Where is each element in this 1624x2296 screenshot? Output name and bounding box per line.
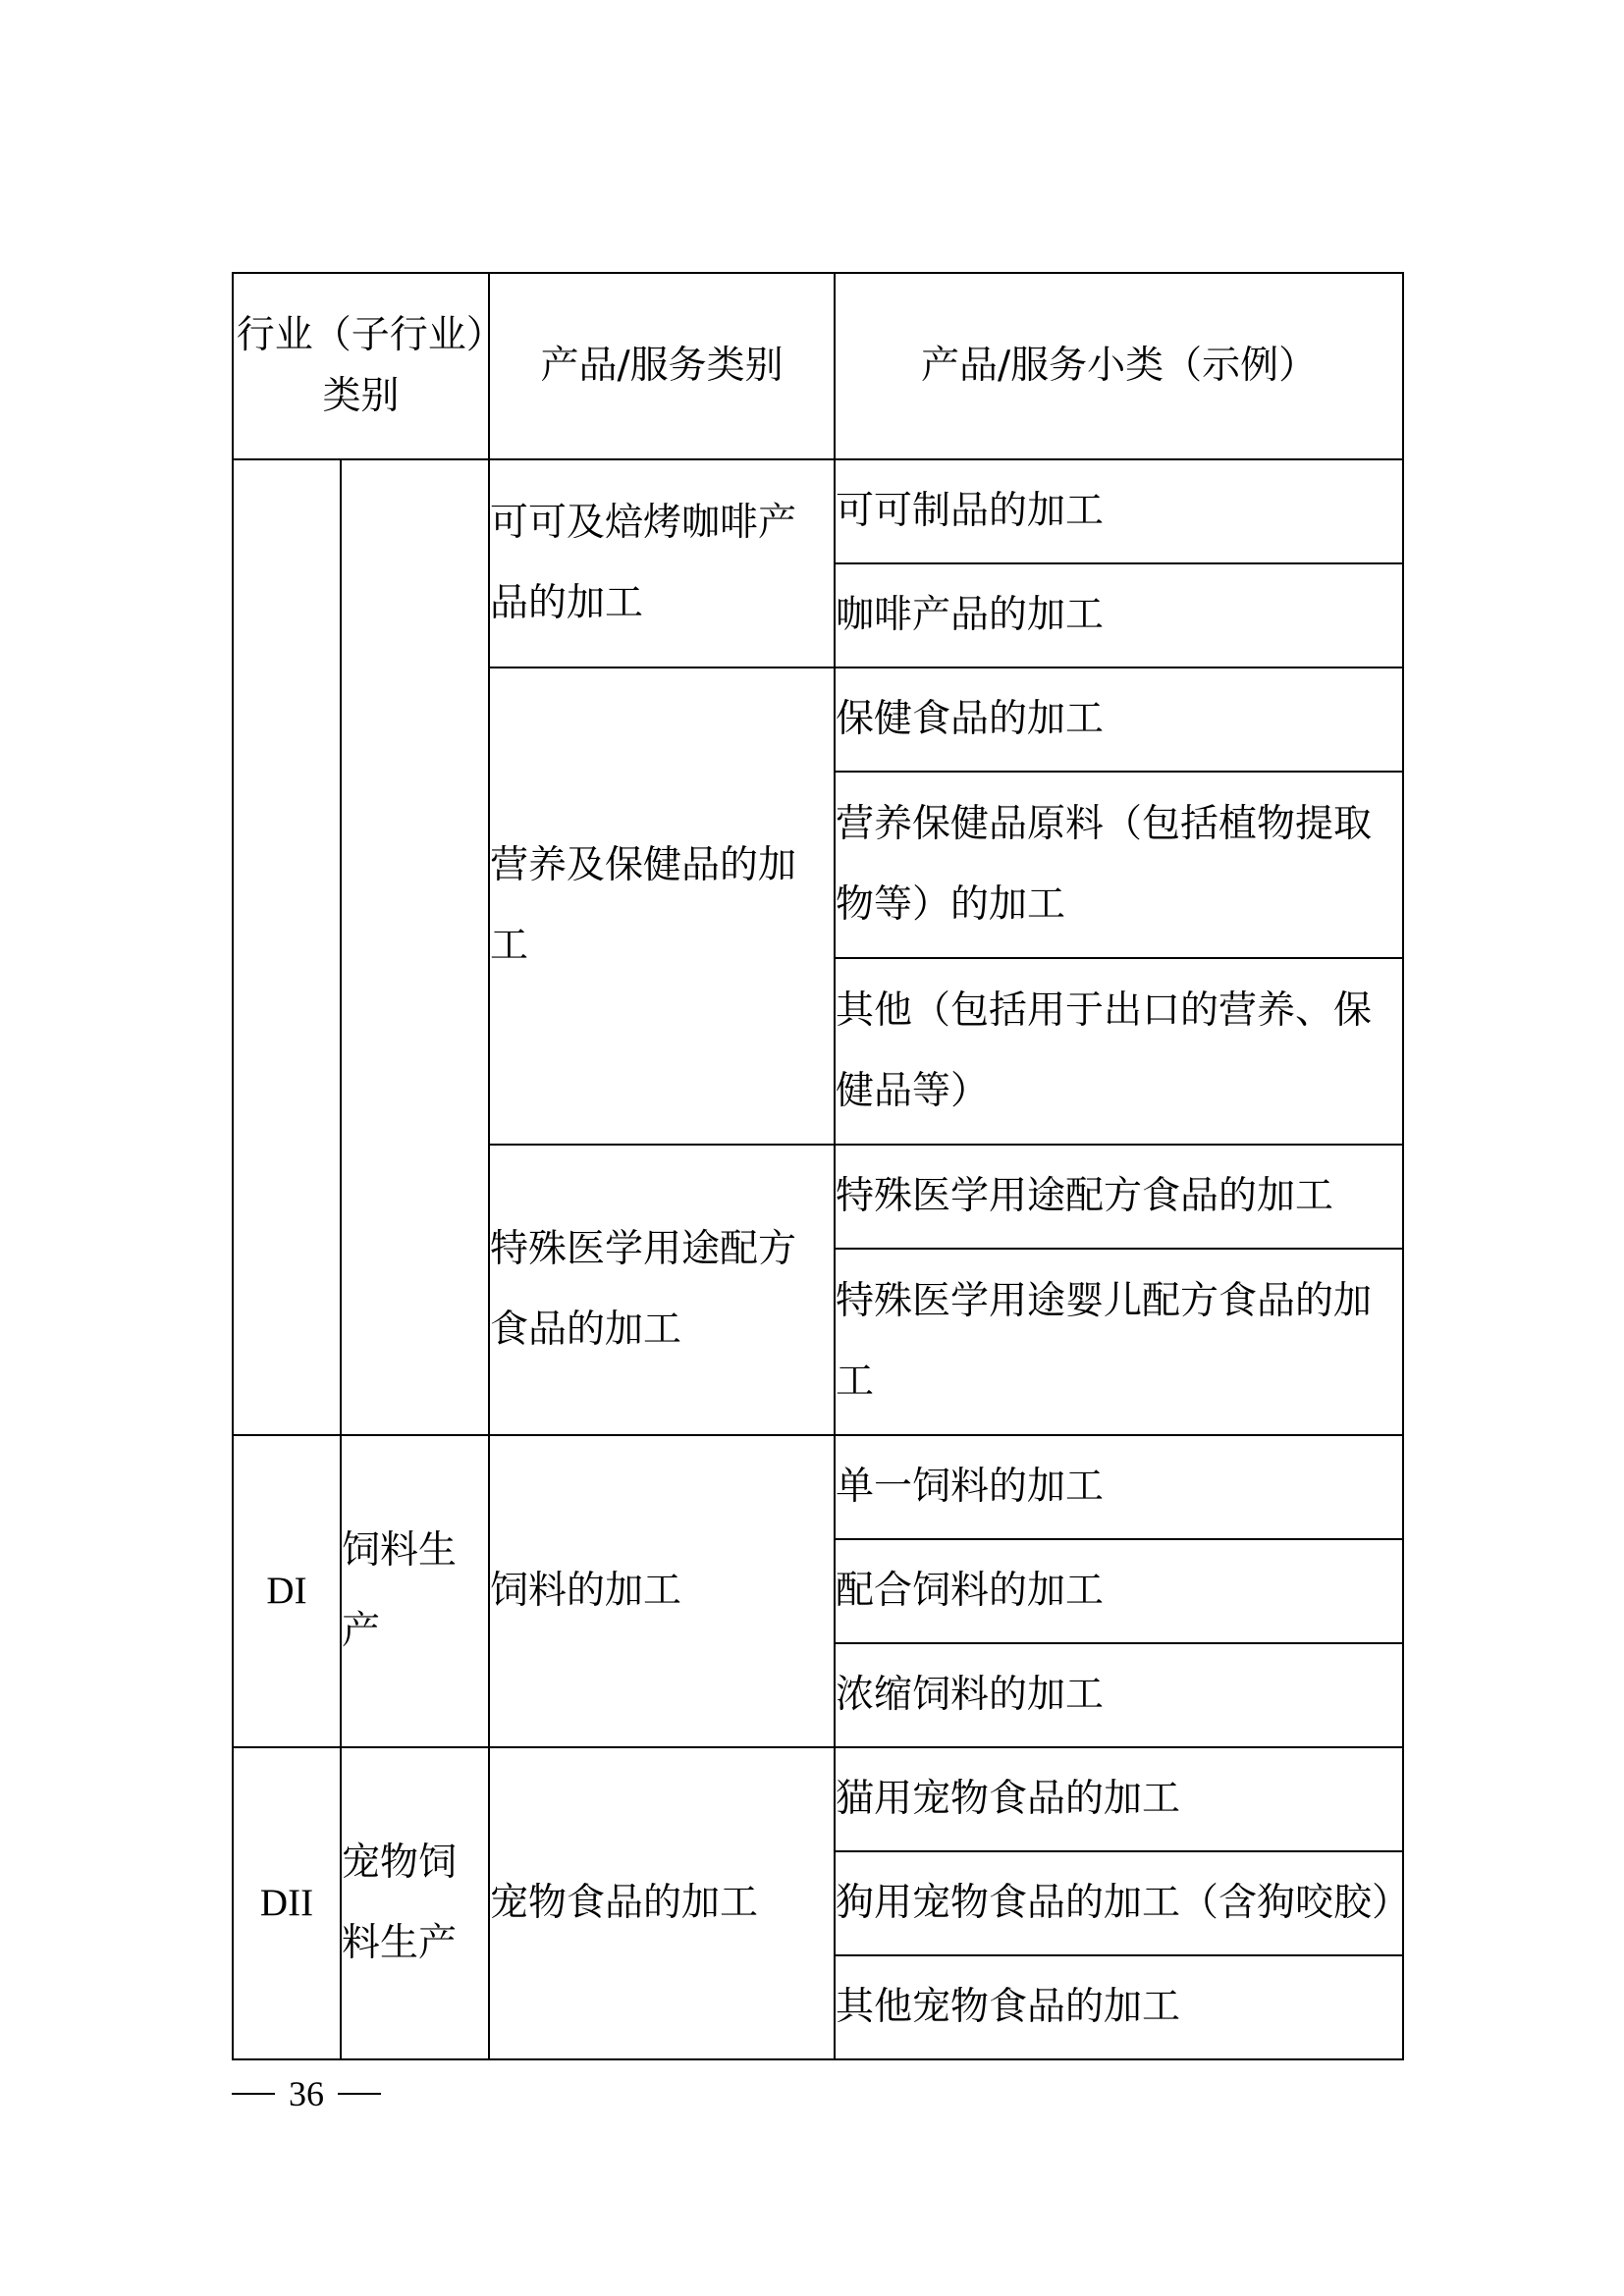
page-number xyxy=(232,2069,381,2118)
subcategory-cell: 狗用宠物食品的加工（含狗咬胶） xyxy=(835,1851,1403,1955)
industry-name-cell: 宠物饲料生产 xyxy=(341,1747,489,2059)
table-header-row xyxy=(233,273,1403,459)
table-row xyxy=(233,459,1403,563)
header-industry: 行业（子行业）类别 xyxy=(233,273,489,459)
subcategory-cell: 单一饲料的加工 xyxy=(835,1435,1403,1539)
subcategory-cell: 猫用宠物食品的加工 xyxy=(835,1747,1403,1851)
page-number-text: 36 xyxy=(289,2074,324,2113)
subcategory-cell: 保健食品的加工 xyxy=(835,667,1403,772)
dash-left xyxy=(232,2093,275,2095)
header-subcategory: 产品/服务小类（示例） xyxy=(835,273,1403,459)
subcategory-cell: 配合饲料的加工 xyxy=(835,1539,1403,1643)
dash-right xyxy=(338,2093,381,2095)
category-cell: 可可及焙烤咖啡产品的加工 xyxy=(489,459,835,667)
subcategory-cell: 可可制品的加工 xyxy=(835,459,1403,563)
subcategory-cell: 其他（包括用于出口的营养、保健品等） xyxy=(835,958,1403,1145)
subcategory-cell: 其他宠物食品的加工 xyxy=(835,1955,1403,2059)
industry-code-cell: DI xyxy=(233,1435,341,1747)
subcategory-cell: 浓缩饲料的加工 xyxy=(835,1643,1403,1747)
category-cell: 营养及保健品的加工 xyxy=(489,667,835,1145)
category-cell: 特殊医学用途配方食品的加工 xyxy=(489,1145,835,1435)
subcategory-cell: 咖啡产品的加工 xyxy=(835,563,1403,667)
header-category: 产品/服务类别 xyxy=(489,273,835,459)
category-cell: 宠物食品的加工 xyxy=(489,1747,835,2059)
subcategory-cell: 特殊医学用途婴儿配方食品的加工 xyxy=(835,1249,1403,1435)
category-cell: 饲料的加工 xyxy=(489,1435,835,1747)
table-row xyxy=(233,1435,1403,1539)
product-category-table xyxy=(232,272,1411,2060)
industry-name-cell: 饲料生产 xyxy=(341,1435,489,1747)
industry-name-cell xyxy=(341,459,489,1435)
subcategory-cell: 特殊医学用途配方食品的加工 xyxy=(835,1145,1403,1249)
industry-code-cell xyxy=(233,459,341,1435)
table-row xyxy=(233,1747,1403,1851)
industry-code-cell: DII xyxy=(233,1747,341,2059)
subcategory-cell: 营养保健品原料（包括植物提取物等）的加工 xyxy=(835,772,1403,958)
